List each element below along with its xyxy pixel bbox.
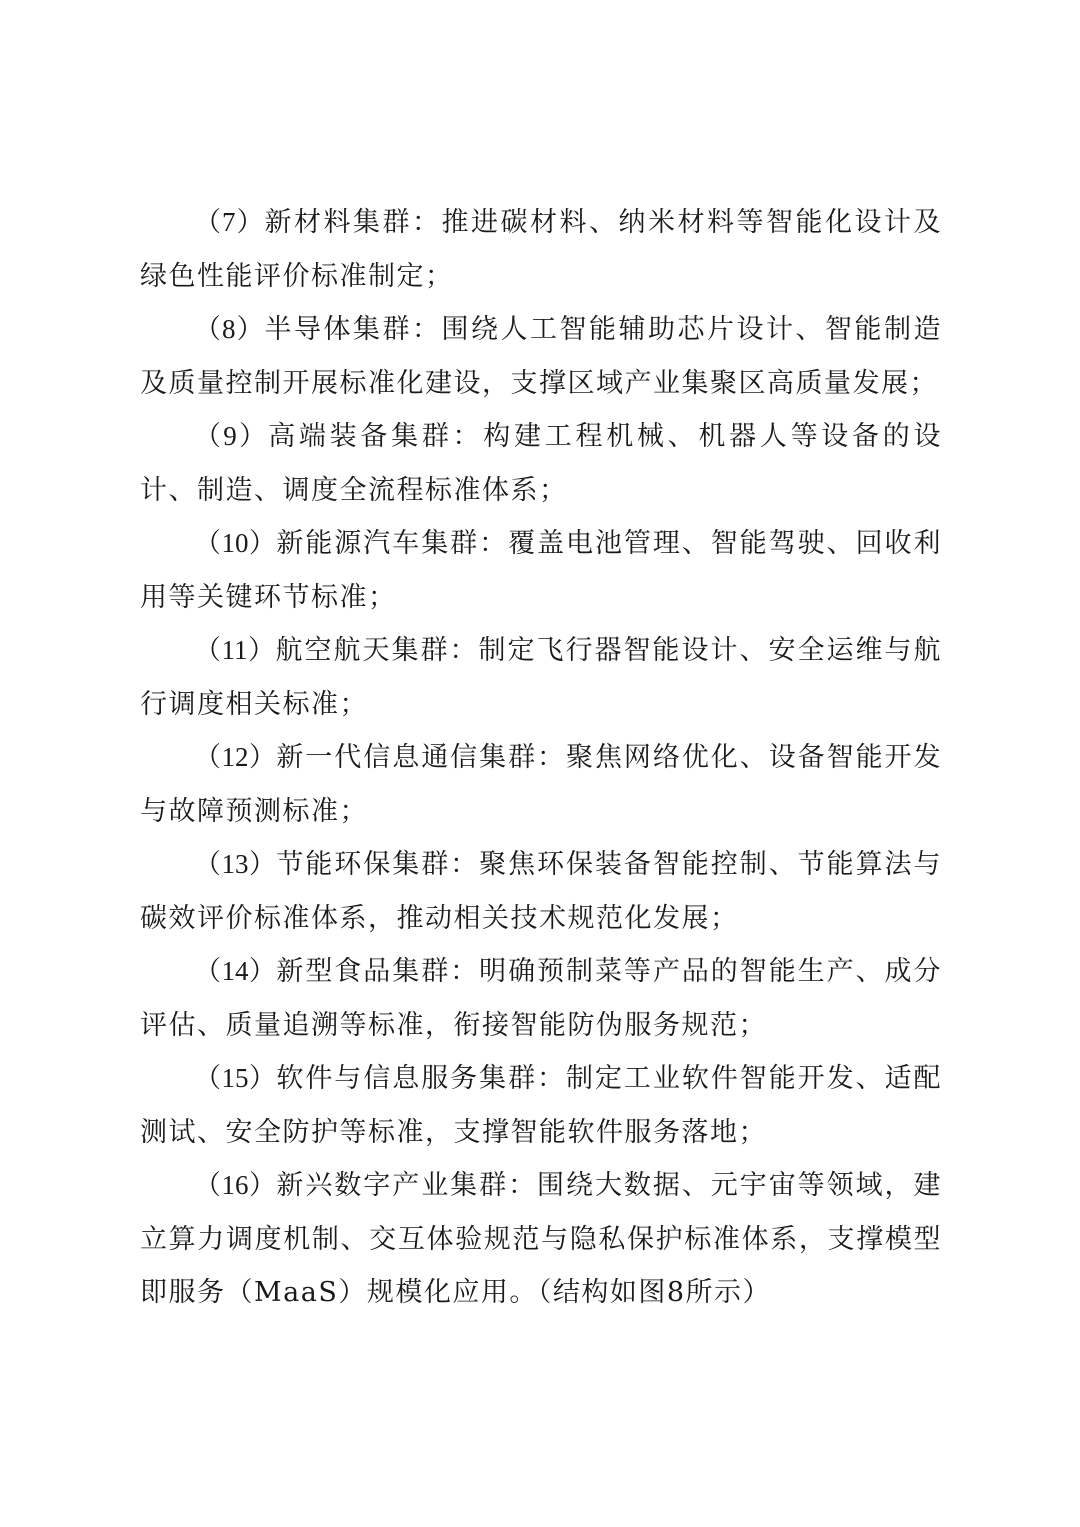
item-text: 新能源汽车集群：覆盖电池管理、智能驾驶、回收利用等关键环节标准； [140,528,943,613]
paragraph-item-16 [140,1159,942,1320]
item-number: （7） [194,207,265,237]
paragraph-item-10 [140,517,942,624]
item-text: 节能环保集群：聚焦环保装备智能控制、节能算法与碳效评价标准体系，推动相关技术规范化发展； [140,849,943,934]
item-number: （16） [194,1170,277,1200]
item-text: 半导体集群：围绕人工智能辅助芯片设计、智能制造及质量控制开展标准化建设，支撑区域产业集聚区高质量发展； [140,314,942,399]
item-text: 航空航天集群：制定飞行器智能设计、安全运维与航行调度相关标准； [140,635,942,720]
item-number: （10） [194,528,277,558]
item-number: （12） [194,742,277,772]
item-number: （13） [194,849,277,879]
paragraph-item-7 [140,196,942,303]
item-text: 新一代信息通信集群：聚焦网络优化、设备智能开发与故障预测标准； [140,742,943,827]
item-number: （8） [194,314,265,344]
paragraph-item-13 [140,838,942,945]
item-text: 新兴数字产业集群：围绕大数据、元宇宙等领域，建立算力调度机制、交互体验规范与隐私保护标准体系，支撑模型即服务（MaaS）规模化应用。（结构如图8所示） [140,1170,943,1308]
item-text: 新型食品集群：明确预制菜等产品的智能生产、成分评估、质量追溯等标准，衔接智能防伪服务规范； [140,956,943,1041]
paragraph-item-9 [140,410,942,517]
item-text: 软件与信息服务集群：制定工业软件智能开发、适配测试、安全防护等标准，支撑智能软件服务落地； [140,1063,943,1148]
paragraph-item-15 [140,1052,942,1159]
paragraph-item-8 [140,303,942,410]
item-text: 高端装备集群：构建工程机械、机器人等设备的设计、制造、调度全流程标准体系； [140,421,942,506]
paragraph-item-12 [140,731,942,838]
paragraph-item-14 [140,945,942,1052]
item-text: 新材料集群：推进碳材料、纳米材料等智能化设计及绿色性能评价标准制定； [140,207,942,292]
item-number: （9） [194,421,269,451]
paragraph-item-11 [140,624,942,731]
item-number: （14） [194,956,277,986]
item-number: （15） [194,1063,277,1093]
document-body [140,196,942,1320]
item-number: （11） [194,635,276,665]
